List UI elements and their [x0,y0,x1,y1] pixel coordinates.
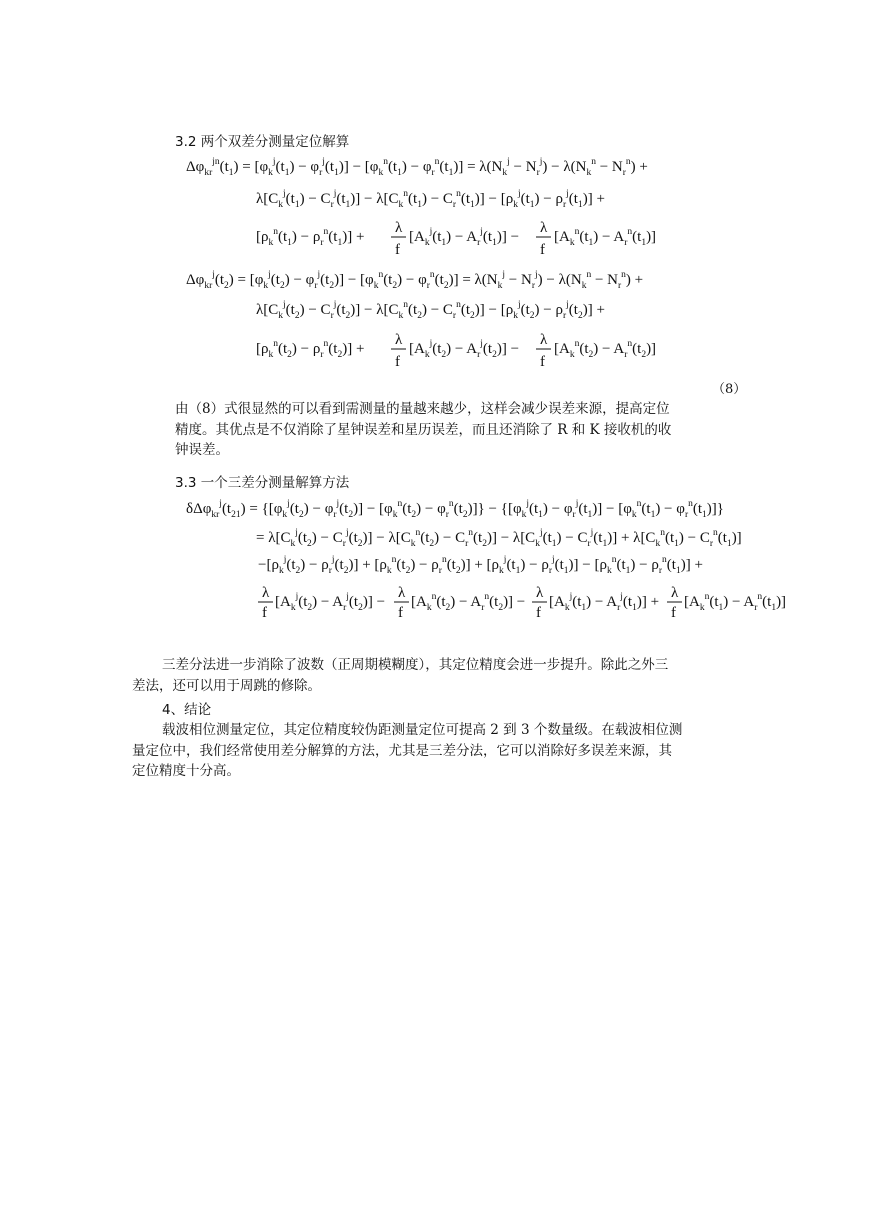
paragraph-triple-diff [132,655,668,696]
eq3-frac1-den: f [262,605,267,620]
eq2-line1: $\Delta\varphi_{kr}^j(t_2) = [\varphi_k^j(t_2) - \varphi_r^j(t_2)] - [\varphi_k^n(t_2) - \varphi_r^n(t_2)] = \lambda(N_k^j - N_r^j) - \lambda(N_k^n - N_r^n)$ + [186,270,644,291]
equation-number: （8） [712,382,747,397]
text-line: 精度。其优点是不仅消除了星钟误差和星历误差，而且还消除了 R 和 K 接收机的收 [175,421,672,438]
eq3-frac3-den: f [536,605,541,620]
eq1-line3a: $[\rho_k^n(t_1) - \rho_r^n(t_1)]$ + [256,227,365,248]
eq1-frac1-num: λ [395,220,403,236]
eq1-line3c: $[A_k^n(t_1) - A_r^n(t_1)]$ [554,227,657,248]
equation-dd-t2 [186,270,656,370]
text-line: 差法，还可以用于周跳的修除。 [132,677,321,694]
eq2-frac1-den: f [395,354,400,370]
text-line: 三差分法进一步消除了波数（正周期模糊度），其定位精度会进一步提升。除此之外三 [162,657,669,673]
eq2-frac1-num: λ [395,332,403,348]
eq2-frac2-num: λ [540,332,548,348]
equation-triple-diff [186,499,786,620]
text-line: 由（8）式很显然的可以看到需测量的量越来越少，这样会减少误差来源，提高定位 [175,401,670,417]
eq3-line4a: $[A_k^j(t_2) - A_r^j(t_2)]$ − [275,592,386,613]
eq1-frac1-den: f [395,242,400,258]
eq2-line3c: $[A_k^n(t_2) - A_r^n(t_2)]$ [554,339,657,360]
eq1-line2: $\lambda[C_k^j(t_1) - C_r^j(t_1)] - \lambda[C_k^n(t_1) - C_r^n(t_1)] - [\rho_k^j(t_1) - \rho_r^j(t_1)]$ + [256,189,605,210]
equation-dd-t1 [186,157,656,258]
eq1-frac2-den: f [540,242,545,258]
eq1-line3b: $[A_k^j(t_1) - A_r^j(t_1)]$ − [409,227,520,248]
section-3-3-heading: 3.3 一个三差分测量解算方法 [175,475,350,491]
text-line: 定位精度十分高。 [132,763,240,779]
eq2-frac2-den: f [540,354,545,370]
section-4-heading: 4、结论 [162,702,212,718]
eq3-frac2-num: λ [398,585,406,601]
eq2-line2: $\lambda[C_k^j(t_2) - C_r^j(t_2)] - \lambda[C_k^n(t_2) - C_r^n(t_2)] - [\rho_k^j(t_2) - \rho_r^j(t_2)]$ + [256,300,605,321]
eq2-line3b: $[A_k^j(t_2) - A_r^j(t_2)]$ − [409,339,520,360]
text-line: 量定位中，我们经常使用差分解算的方法，尤其是三差分法，它可以消除好多误差来源，其 [132,742,672,759]
text-line: 载波相位测量定位，其定位精度较伪距测量定位可提高 2 到 3 个数量级。在载波相位测 [162,722,683,738]
eq3-line4d: $[A_k^n(t_1) - A_r^n(t_1)]$ [684,592,787,613]
section-3-2-heading: 3.2 两个双差分测量定位解算 [175,134,350,150]
paragraph-eq8-explanation [175,399,671,461]
paragraph-conclusion [132,720,682,782]
eq3-line3: $-[\rho_k^j(t_2) - \rho_r^j(t_2)] + [\rho_k^n(t_2) - \rho_r^n(t_2)] + [\rho_k^j(t_1) - \rho_r^j(t_1)] - [\rho_k^n(t_1) - \rho_r^n(t_1)]$ + [258,555,703,576]
eq3-frac4-num: λ [671,585,679,601]
eq1-line1: $\Delta\varphi_{kr}^{jn}(t_1) = [\varphi_k^j(t_1) - \varphi_r^j(t_1)] - [\varphi_k^n(t_1) - \varphi_r^n(t_1)] = \lambda(N_k^j - N_r^j) - \lambda(N_k^n - N_r^n)$ + [186,157,648,178]
eq3-frac2-den: f [398,605,403,620]
eq3-line4c: $[A_k^j(t_1) - A_r^j(t_1)]$ + [549,592,660,613]
eq3-frac3-num: λ [536,585,544,601]
eq3-frac1-num: λ [262,585,270,601]
eq3-frac4-den: f [671,605,676,620]
eq1-frac2-num: λ [540,220,548,236]
eq2-line3a: $[\rho_k^n(t_2) - \rho_r^n(t_2)]$ + [256,339,365,360]
text-line: 钟误差。 [175,442,229,458]
eq3-line4b: $[A_k^n(t_2) - A_r^n(t_2)]$ − [411,592,526,613]
eq3-line1: $\delta\Delta\varphi_{kr}^j(t_{21}) = \{[\varphi_k^j(t_2) - \varphi_r^j(t_2)] - [\varphi_k^n(t_2) - \varphi_r^n(t_2)]\} - \{[\varphi_k^j(t_1) - \varphi_r^j(t_1)] - [\varphi_k^n(t_1) - \varphi_r^n(t_1)]\}$ [186,499,724,520]
eq3-line2: = $\lambda[C_k^j(t_2) - C_r^j(t_2)] - \lambda[C_k^n(t_2) - C_r^n(t_2)] - \lambda[C_k^j(t_1) - C_r^j(t_1)] + \lambda[C_k^n(t_1) - C_r^n(t_1)]$ [256,528,742,549]
